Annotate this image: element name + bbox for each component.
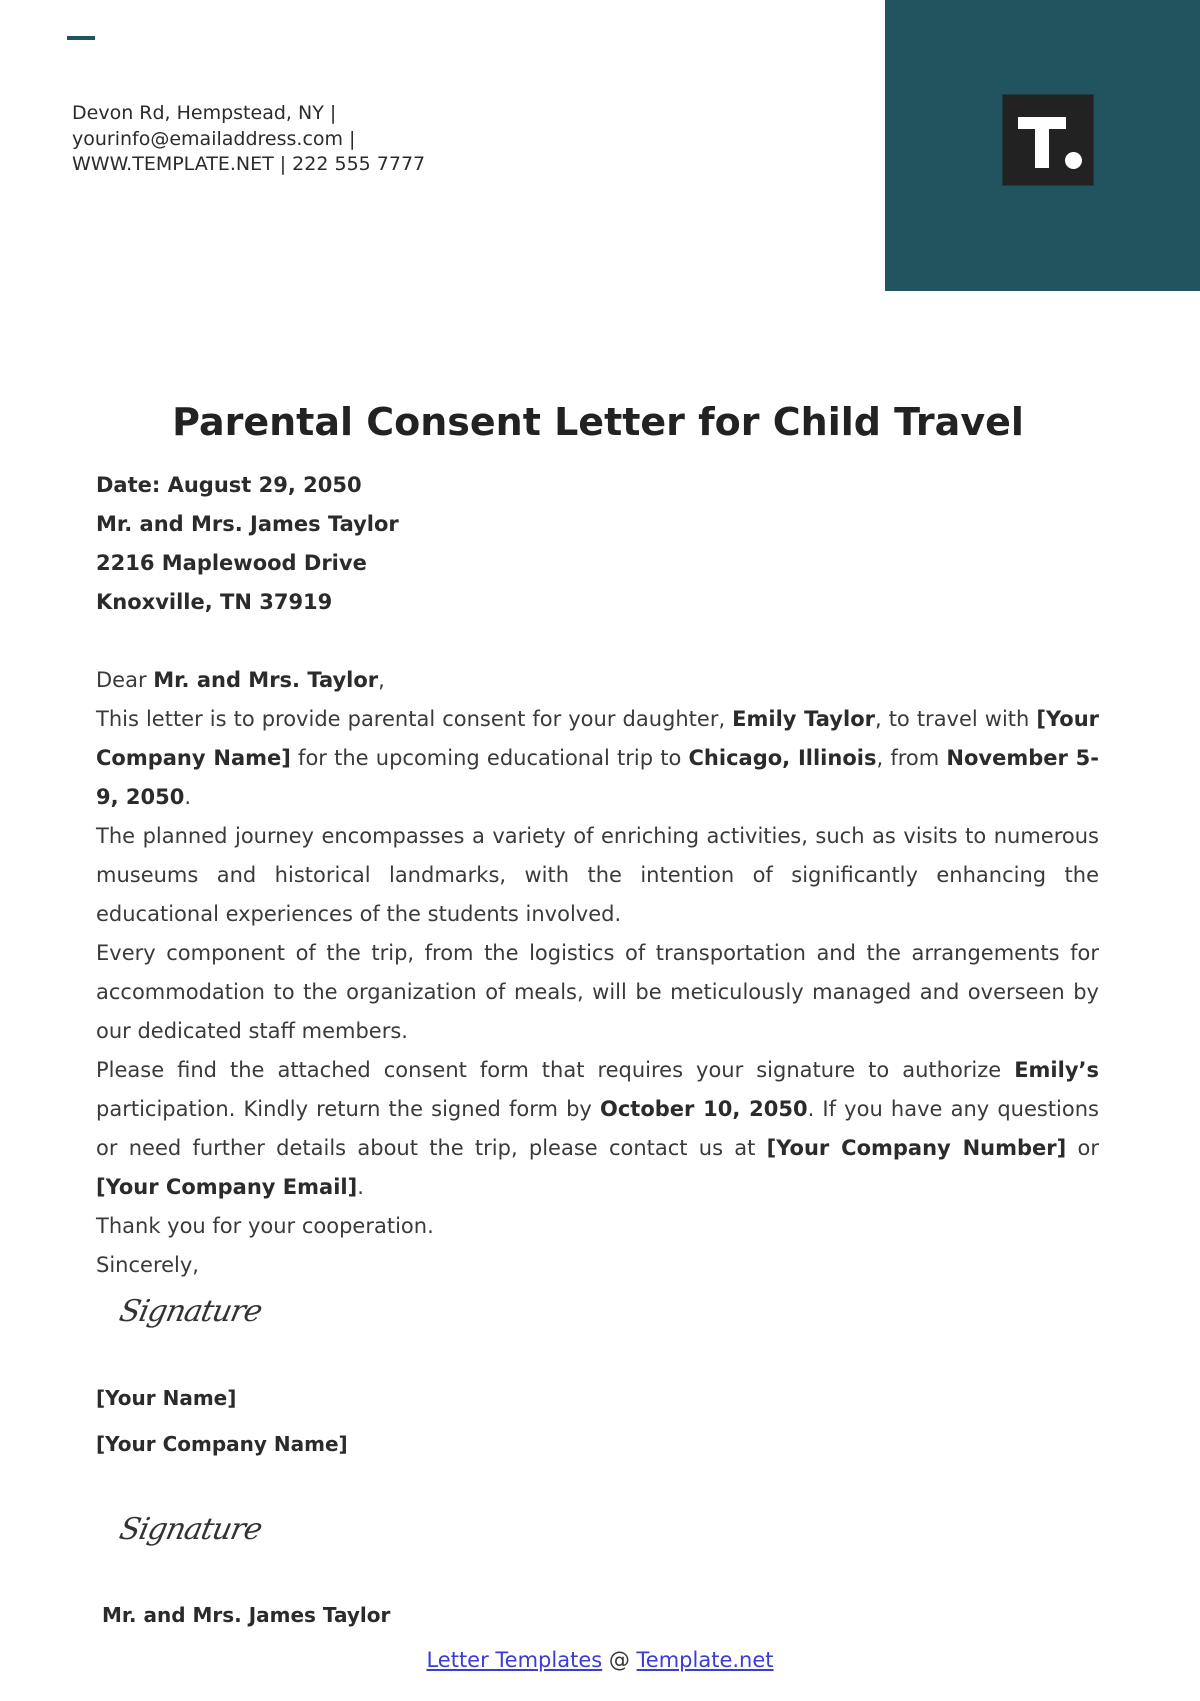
sender-company: [Your Company Name] xyxy=(96,1432,348,1456)
paragraph-form: Please find the attached consent form that requires your signature to authorize Emily’s participation. Kindly return the signed form by October 10, 2050. If you have any questions or need further details about the trip, please contact us at [Your Company Number] or [Your Company Email]. xyxy=(96,1058,1099,1199)
sender-signature: Signature xyxy=(116,1294,265,1329)
paragraph-journey: The planned journey encompasses a variety of enriching activities, such as visits to numerous museums and historical landmarks, with the intention of significantly enhancing the educational experiences of the students involved. xyxy=(96,824,1099,926)
template-logo-icon xyxy=(1002,94,1094,186)
contact-email: yourinfo@emailaddress.com | xyxy=(72,127,356,150)
thanks-line: Thank you for your cooperation. xyxy=(96,1214,434,1238)
letter-body xyxy=(96,661,1099,1285)
footer-separator: @ xyxy=(602,1648,637,1672)
sincerely-line: Sincerely, xyxy=(96,1253,199,1277)
recipient-city: Knoxville, TN 37919 xyxy=(96,590,333,614)
contact-info xyxy=(72,101,425,178)
brand-block xyxy=(885,0,1200,291)
paragraph-consent: This letter is to provide parental consent for your daughter, Emily Taylor, to travel with [Your Company Name] for the upcoming educational trip to Chicago, Illinois, from November 5-9, 2050. xyxy=(96,707,1100,809)
salutation: Dear Mr. and Mrs. Taylor, xyxy=(96,668,385,692)
footer xyxy=(0,1648,1200,1672)
recipient-street: 2216 Maplewood Drive xyxy=(96,551,367,575)
sender-name: [Your Name] xyxy=(96,1386,237,1410)
date-line: Date: August 29, 2050 xyxy=(96,473,362,497)
page-title: Parental Consent Letter for Child Travel xyxy=(172,400,1024,444)
letter-header xyxy=(96,466,399,622)
recipient-name: Mr. and Mrs. James Taylor xyxy=(96,512,399,536)
template-net-link[interactable]: Template.net xyxy=(636,1648,774,1672)
parent-signature: Signature xyxy=(116,1512,265,1547)
letter-templates-link[interactable]: Letter Templates xyxy=(426,1648,603,1672)
contact-website-phone: WWW.TEMPLATE.NET | 222 555 7777 xyxy=(72,153,426,175)
paragraph-logistics: Every component of the trip, from the logistics of transportation and the arrangements for accommodation to the organization of meals, will be meticulously managed and overseen by our dedicated staff members. xyxy=(96,941,1099,1043)
closing xyxy=(96,1207,1099,1285)
contact-address: Devon Rd, Hempstead, NY | xyxy=(72,102,337,124)
parent-name: Mr. and Mrs. James Taylor xyxy=(102,1603,391,1627)
header-accent-dash xyxy=(67,36,95,40)
